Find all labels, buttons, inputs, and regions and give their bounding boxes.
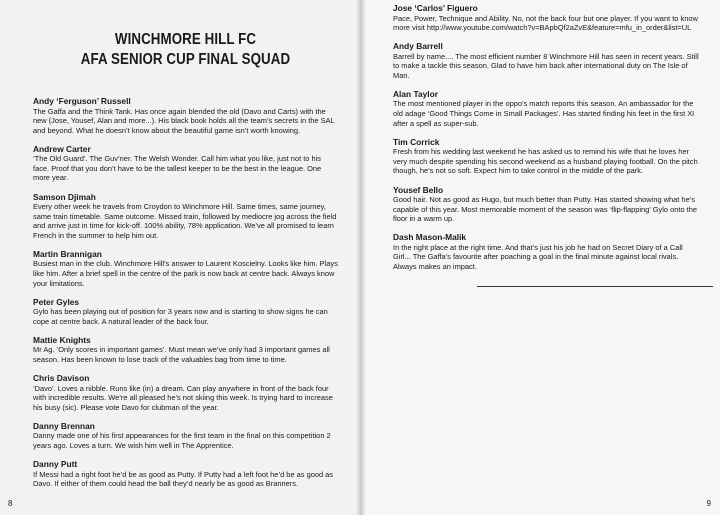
title-line-2: AFA SENIOR CUP FINAL SQUAD [80, 51, 291, 68]
player-entry [393, 3, 702, 33]
player-bio: Fresh from his wedding last weekend he has asked us to remind his wife that he loves her very much despite spending his second weekend as a husband playing football. On the pitch though, he’s not so soft. Expect him to take control in the middle of the park. [393, 147, 698, 176]
player-entry [393, 185, 702, 224]
player-bio: Every other week he travels from Croydon to Winchmore Hill. Same times, same journey, same train timetable. Same outcome. Missed train, followed by mediocre jog across the field and arrive just in time for kick-off. 100% ability, 78% application. We’ve all promised to learn French in the summer to help him out. [33, 202, 337, 240]
player-name: Dash Mason-Malik [393, 232, 467, 243]
player-name: Andrew Carter [33, 143, 91, 154]
title-line-1: WINCHMORE HILL FC [114, 31, 257, 48]
player-name: Samson Djimah [33, 191, 96, 202]
player-entry [33, 459, 338, 489]
player-name: Andy ‘Ferguson’ Russell [33, 96, 131, 106]
player-entry [33, 373, 338, 412]
player-entry [393, 137, 702, 176]
player-entry [33, 144, 338, 183]
player-entry [33, 96, 338, 135]
player-bio: Good hair. Not as good as Hugo, but much better than Putty. Has started showing what he’s capable of this year. Most memorable moment of the season was ‘flip-flapping’ Gylo onto the floor in a warm up. [393, 195, 697, 224]
player-name: Alan Taylor [393, 88, 438, 99]
player-bio: ‘The Old Guard’. The Guv’ner. The Welsh Wonder. Call him what you like, just not to his face. Proof that you don’t have to be the tallest keeper to be the best in the league. One more year. [33, 154, 322, 183]
player-name: Danny Putt [33, 459, 78, 470]
player-name: Yousef Bello [393, 184, 444, 195]
player-name: Danny Brennan [33, 420, 95, 431]
player-entry [33, 192, 338, 241]
binding-gutter [357, 0, 365, 515]
player-name: Peter Gyles [33, 296, 80, 307]
player-bio: Mr Ag. ‘Only scores in important games’. Must mean we’ve only had 3 important games all season. Has been known to lose track of the valuables bag from time to time. [33, 345, 330, 364]
page-title [54, 30, 316, 70]
player-entry [33, 297, 338, 327]
player-entry [33, 335, 338, 365]
player-bio: Busiest man in the club. Winchmore Hill’s answer to Laurent Koscielny. Looks like him. Plays like him. After a brief spell in the centre of the park is now back at centre back. Always know your limitations. [33, 259, 338, 288]
player-bio: Barrell by name.... The most efficient number 8 Winchmore Hill has seen in recent years. Still to make a tackle this season. Glad to have him back after international duty on The Isle of Man. [393, 51, 699, 80]
player-bio: Danny made one of his first appearances for the first team in the final on this competition 2 years ago. Loves a turn. We wish him well in The Apprentice. [33, 431, 331, 450]
page-number: 8 [8, 499, 13, 508]
player-bio: The most mentioned player in the oppo’s match reports this season. An ambassador for the old adage ‘Good Things Come in Small Packages’. Has started finding his feet in the first XI after a spell as super-sub. [393, 99, 695, 128]
right-page [360, 0, 720, 515]
player-entry [393, 232, 702, 271]
player-bio: In the right place at the right time. And that’s just his job he had on Secret Diary of a Call Girl... The Gaffa’s favourite after poaching a goal in the final minute against local rivals. Always makes an impact. [393, 242, 683, 271]
player-name: Martin Brannigan [33, 248, 102, 259]
divider-rule [477, 286, 713, 287]
player-bio: Pace, Power, Technique and Ability. No, not the back four but one player. If you want to know more visit http://www.youtube.com/watch?v=BApbQf2aZvE&feature=mfu_in_order&list=UL [393, 13, 698, 33]
player-bio: The Gaffa and the Think Tank. Has once again blended the old (Davo and Carts) with the new (Jose, Yousef, Alan and more...). His black book holds all the team’s secrets in the SAL and beyond. What he doesn’t know about the beautiful game isn’t worth knowing. [33, 106, 335, 135]
player-bio: If Messi had a right foot he’d be as good as Putty. If Putty had a left foot he’d be as good as Davo. If either of them could head the ball they’d nearly be as good as Branners. [33, 469, 334, 489]
player-name: Jose ‘Carlos’ Figuero [393, 3, 478, 13]
player-entry [33, 249, 338, 288]
player-name: Andy Barrell [393, 41, 443, 52]
player-name: Tim Corrick [393, 136, 440, 147]
player-bio: ‘Davo’. Loves a nibble. Runs like (in) a dream. Can play anywhere in front of the back four with incredible results. We’re all pleased he’s not skiing this week. Is trying hard to increase his busy (sic). Please vote Davo for clubman of the year. [33, 383, 333, 412]
player-name: Chris Davison [33, 373, 90, 384]
player-entry [33, 421, 338, 451]
page-number: 9 [706, 499, 711, 508]
player-entry [393, 89, 702, 128]
player-bio: Gylo has been playing out of position for 3 years now and is starting to show signs he can cope at centre back. A natural leader of the back four. [33, 307, 328, 326]
player-name: Mattie Knights [33, 334, 91, 345]
player-entry [393, 41, 702, 80]
